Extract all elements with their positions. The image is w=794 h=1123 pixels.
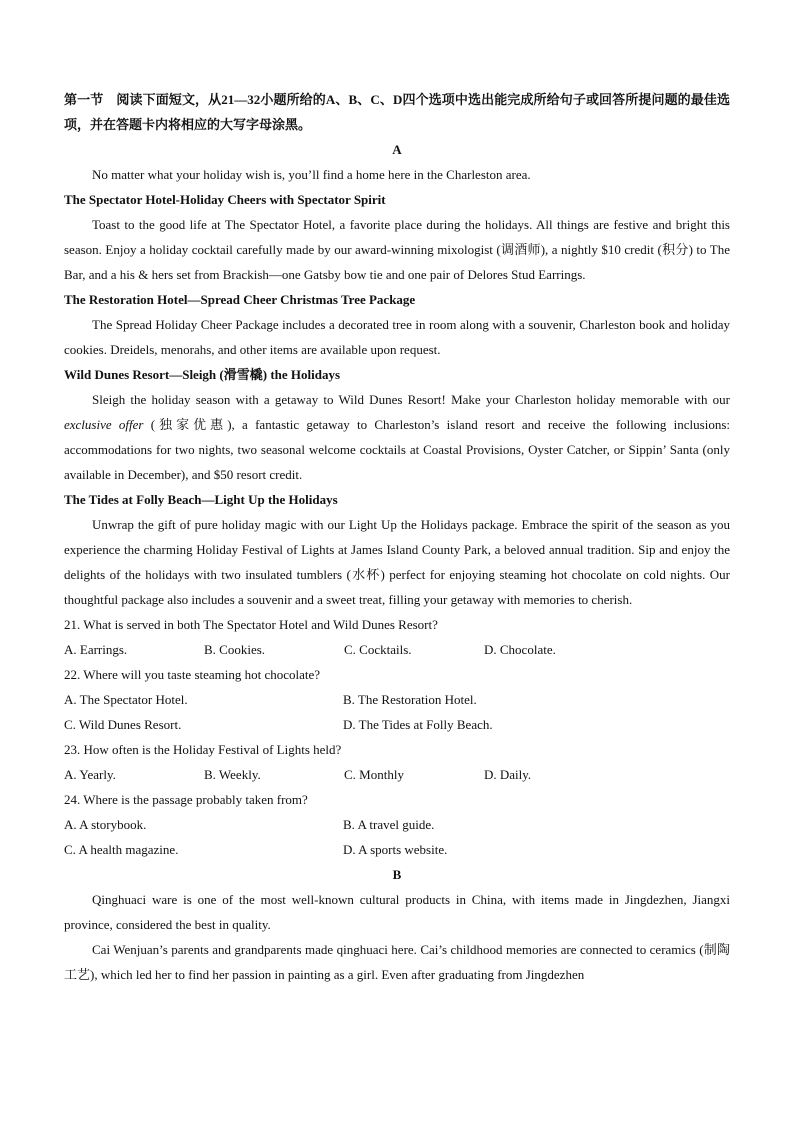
question-23: 23. How often is the Holiday Festival of Lights held? bbox=[64, 742, 342, 757]
option-b[interactable]: B. Cookies. bbox=[204, 642, 266, 657]
option-a[interactable]: A. Earrings. bbox=[64, 642, 128, 657]
option-d[interactable]: D. Chocolate. bbox=[484, 642, 556, 657]
hotel-title-tides: The Tides at Folly Beach—Light Up the Holidays bbox=[64, 492, 338, 507]
wild-dunes-body-end: (独家优惠), a fantastic getaway to Charleston’s island resort and receive the following inclusions: accommodations for two nights, two seasonal welcome cocktails at Coastal Provisions, Oyster Catcher, or Sippin’ Santa (only available in December), and $50 resort credit. bbox=[64, 417, 731, 482]
option-d[interactable]: D. The Tides at Folly Beach. bbox=[343, 717, 493, 732]
question-22: 22. Where will you taste steaming hot chocolate? bbox=[64, 667, 321, 682]
passage-a-label: A bbox=[392, 142, 402, 157]
option-b[interactable]: B. Weekly. bbox=[204, 767, 261, 782]
hotel-title-spectator: The Spectator Hotel-Holiday Cheers with Spectator Spirit bbox=[64, 192, 386, 207]
option-a[interactable]: A. A storybook. bbox=[64, 817, 147, 832]
option-c[interactable]: C. Cocktails. bbox=[344, 642, 412, 657]
question-21: 21. What is served in both The Spectator Hotel and Wild Dunes Resort? bbox=[64, 617, 438, 632]
question-24-options-row1 bbox=[64, 812, 730, 837]
question-22-options-row2 bbox=[64, 712, 730, 737]
option-a[interactable]: A. The Spectator Hotel. bbox=[64, 692, 188, 707]
section-instructions: 第一节 阅读下面短文，从21—32小题所给的A、B、C、D四个选项中选出能完成所给句子或回答所提问题的最佳选项，并在答题卡内将相应的大写字母涂黑。 bbox=[64, 92, 730, 132]
question-24-options-row2 bbox=[64, 837, 730, 862]
question-23-options bbox=[64, 762, 730, 787]
hotel-body-restoration: The Spread Holiday Cheer Package includes a decorated tree in room along with a souvenir, Charleston book and holiday cookies. Dreidels, menorahs, and other items are available upon request. bbox=[64, 317, 730, 357]
option-c[interactable]: C. Monthly bbox=[344, 767, 404, 782]
option-d[interactable]: D. Daily. bbox=[484, 767, 532, 782]
hotel-body-wild-dunes bbox=[64, 387, 730, 487]
option-d[interactable]: D. A sports website. bbox=[343, 842, 448, 857]
question-24: 24. Where is the passage probably taken from? bbox=[64, 792, 308, 807]
option-c[interactable]: C. A health magazine. bbox=[64, 842, 179, 857]
passage-b-paragraph-1: Qinghuaci ware is one of the most well-known cultural products in China, with items made in Jingdezhen, Jiangxi province, considered the best in quality. bbox=[64, 892, 730, 932]
hotel-title-wild-dunes: Wild Dunes Resort—Sleigh (滑雪橇) the Holidays bbox=[64, 367, 341, 382]
hotel-body-spectator: Toast to the good life at The Spectator Hotel, a favorite place during the holidays. All things are festive and bright this season. Enjoy a holiday cocktail carefully made by our award-winning mixologist (调酒师), a nightly $10 credit (积分) to The Bar, and a his & hers set from Brackish—one Gatsby bow tie and one pair of Delores Stud Earrings. bbox=[64, 217, 730, 282]
question-22-options-row1 bbox=[64, 687, 730, 712]
exclusive-offer-term: exclusive offer bbox=[64, 417, 144, 432]
passage-b-paragraph-2: Cai Wenjuan’s parents and grandparents made qinghuaci here. Cai’s childhood memories are connected to ceramics (制陶工艺), which led her to find her passion in painting as a girl. Even after graduating from Jingdezhen bbox=[64, 942, 730, 982]
option-b[interactable]: B. A travel guide. bbox=[343, 817, 435, 832]
exam-page bbox=[64, 87, 730, 987]
hotel-body-tides: Unwrap the gift of pure holiday magic with our Light Up the Holidays package. Embrace the spirit of the season as you experience the charming Holiday Festival of Lights at James Island County Park, a beloved annual tradition. Sip and enjoy the delights of the holidays with two insulated tumblers (水杯) perfect for enjoying steaming hot chocolate on cold nights. Our thoughtful package also includes a souvenir and a sweet treat, filling your getaway with memories to cherish. bbox=[64, 517, 730, 607]
hotel-title-restoration: The Restoration Hotel—Spread Cheer Christmas Tree Package bbox=[64, 292, 416, 307]
wild-dunes-body-start: Sleigh the holiday season with a getaway to Wild Dunes Resort! Make your Charleston holiday memorable with our bbox=[92, 392, 730, 407]
question-21-options bbox=[64, 637, 730, 662]
passage-b-label: B bbox=[392, 867, 402, 882]
passage-a-intro: No matter what your holiday wish is, you’ll find a home here in the Charleston area. bbox=[92, 167, 531, 182]
option-a[interactable]: A. Yearly. bbox=[64, 767, 116, 782]
option-c[interactable]: C. Wild Dunes Resort. bbox=[64, 717, 182, 732]
option-b[interactable]: B. The Restoration Hotel. bbox=[343, 692, 477, 707]
